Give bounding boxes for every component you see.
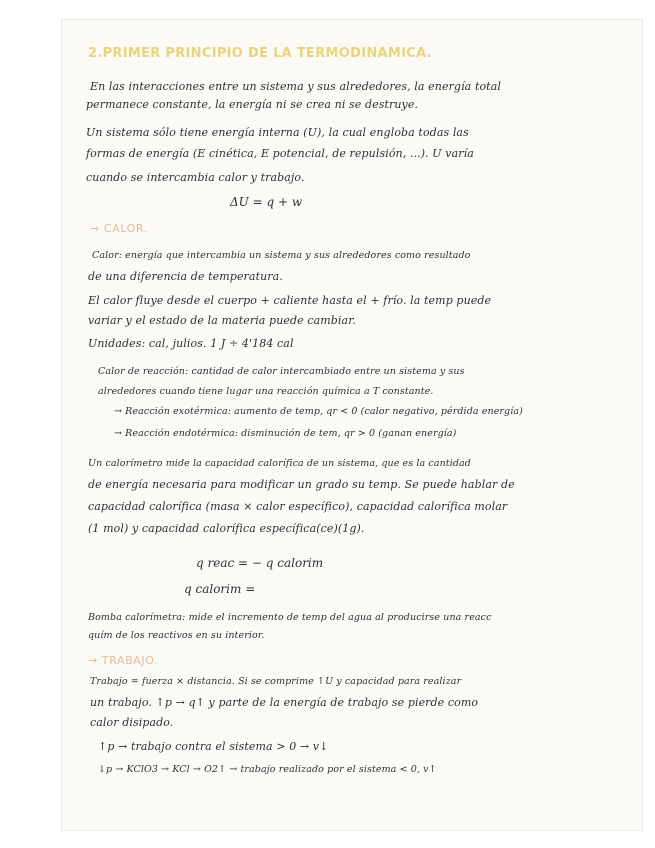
reaccion-line: alrededores cuando tiene lugar una reacción química a T constante.	[98, 386, 434, 397]
reaccion-exotermica: → Reacción exotérmica: aumento de temp, qr < 0 (calor negativo, pérdida energía)	[114, 406, 523, 417]
trabajo-line: Trabajo = fuerza × distancia. Si se comprime ↑U y capacidad para realizar	[90, 676, 462, 687]
calorimetro-line: capacidad calorífica (masa × calor específico), capacidad calorífica molar	[88, 500, 508, 513]
reaccion-line: Calor de reacción: cantidad de calor intercambiado entre un sistema y sus	[98, 366, 465, 377]
calor-line: variar y el estado de la materia puede cambiar.	[88, 314, 356, 327]
page-title: 2.PRIMER PRINCIPIO DE LA TERMODINAMICA.	[88, 46, 432, 61]
trabajo-line: un trabajo. ↑p → q↑ y parte de la energía de trabajo se pierde como	[90, 696, 479, 709]
trabajo-line: ↓p → KClO3 → KCl → O2↑ → trabajo realizado por el sistema < 0, v↑	[98, 764, 437, 775]
calor-units: Unidades: cal, julios. 1 J ÷ 4'184 cal	[88, 337, 294, 350]
section-heading-trabajo: → TRABAJO.	[88, 654, 159, 667]
section-heading-calor: → CALOR.	[90, 222, 148, 235]
internal-energy-formula: ΔU = q + w	[230, 195, 303, 209]
calorimetro-line: Un calorímetro mide la capacidad calorífica de un sistema, que es la cantidad	[88, 458, 471, 469]
heat-calorimeter-formula: q calorim =	[184, 582, 256, 596]
intro-line: permanece constante, la energía ni se crea ni se destruye.	[86, 98, 419, 111]
heat-reaction-formula: q reac = − q calorim	[196, 556, 324, 570]
calor-line: Calor: energía que intercambia un sistema y sus alrededores como resultado	[92, 250, 471, 261]
calorimetro-line: (1 mol) y capacidad calorífica específica(ce)(1g).	[88, 522, 365, 535]
calor-line: El calor fluye desde el cuerpo + caliente hasta el + frío. la temp puede	[88, 294, 492, 307]
trabajo-line: ↑p → trabajo contra el sistema > 0 → v↓	[98, 740, 329, 753]
intro-line: Un sistema sólo tiene energía interna (U), la cual engloba todas las	[86, 126, 469, 139]
intro-line: cuando se intercambia calor y trabajo.	[86, 171, 305, 184]
calorimetro-line: de energía necesaria para modificar un grado su temp. Se puede hablar de	[88, 478, 515, 491]
calor-line: de una diferencia de temperatura.	[88, 270, 283, 283]
reaccion-endotermica: → Reacción endotérmica: disminución de tem, qr > 0 (ganan energía)	[114, 428, 457, 439]
intro-line: En las interacciones entre un sistema y sus alrededores, la energía total	[90, 80, 501, 93]
bomba-line: quím de los reactivos en su interior.	[88, 630, 265, 641]
intro-line: formas de energía (E cinética, E potencial, de repulsión, ...). U varía	[86, 147, 474, 160]
bomba-line: Bomba calorímetra: mide el incremento de temp del agua al producirse una reacc	[88, 612, 492, 623]
trabajo-line: calor disipado.	[90, 716, 174, 729]
